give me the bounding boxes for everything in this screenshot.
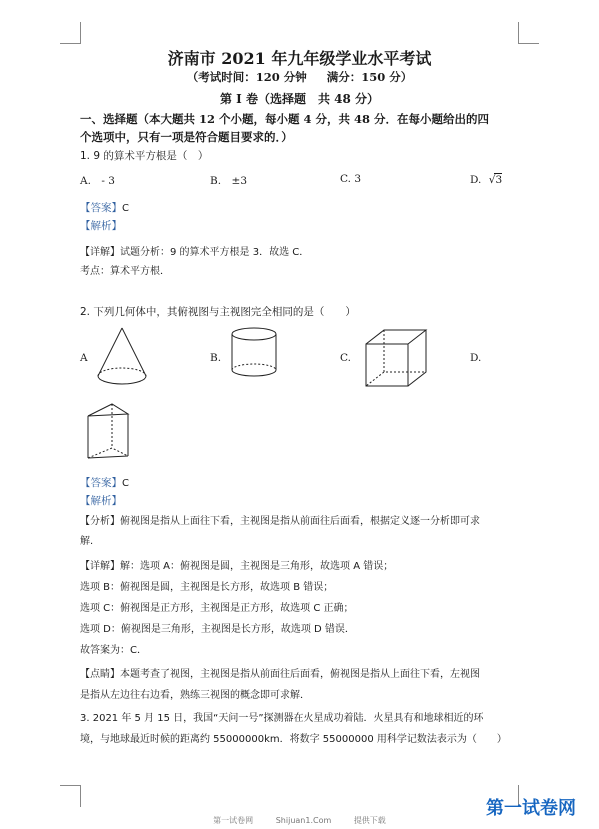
q2-fenxi (80, 512, 530, 552)
q1-option-b: B. ±3 (210, 175, 248, 187)
q2-detail-line (80, 556, 530, 577)
answer-tag: 【答案】 (80, 202, 122, 214)
crop-mark (80, 22, 81, 44)
q2-answer-row (80, 471, 129, 490)
q2-detail-line: 选项 B：俯视图是圆，主视图是长方形，故选项 B 错误； (80, 582, 334, 593)
q2-fenxi-line: 解. (80, 536, 94, 547)
cube-icon (360, 326, 434, 388)
crop-mark (518, 43, 539, 44)
q1-option-d (470, 173, 502, 186)
q2-dianjing (80, 664, 530, 706)
q2-option-d-label: D. (470, 352, 482, 364)
detail-tag: 【详解】 (80, 247, 120, 258)
brand-logo-text: 第一试卷网 (486, 798, 576, 819)
answer-tag: 【答案】 (80, 477, 122, 489)
section-heading (80, 110, 520, 146)
footer-site-name: 第一试卷网 (213, 816, 254, 825)
radical-sign: √ (488, 174, 496, 186)
crop-mark (60, 43, 81, 44)
q2-option-b-label: B. (210, 352, 222, 364)
q2-detail-line: 故答案为：C． (80, 645, 147, 656)
triangular-prism-icon (84, 398, 138, 464)
exam-score: 满分：150 分） (326, 70, 413, 84)
q2-answer: C (122, 478, 129, 489)
exam-subtitle (0, 69, 599, 85)
q1-option-d-label: D. (470, 174, 482, 186)
cone-icon (92, 324, 154, 390)
part-heading: 第 I 卷（选择题 共 48 分） (219, 92, 380, 106)
cylinder-icon (226, 324, 284, 382)
crop-mark (60, 785, 81, 786)
q2-dianjing-text: 本题考查了视图，主视图是指从前面往后面看，俯视图是指从上面往下看，左视图 (120, 669, 480, 680)
q2-stem: 2. 下列几何体中，其俯视图与主视图完全相同的是（ ） (80, 306, 356, 318)
q3-stem (80, 708, 530, 750)
crop-mark (518, 22, 519, 44)
q2-detail (80, 556, 530, 661)
analysis-tag: 【解析】 (80, 495, 122, 507)
q1-answer: C (122, 203, 129, 214)
q2-fenxi-text: 俯视图是指从上面往下看，主视图是指从前面往后面看，根据定义逐一分析即可求 (120, 516, 480, 527)
crop-mark (80, 785, 81, 807)
q1-kaodian: 考点：算术平方根． (80, 266, 170, 277)
q2-dianjing-line: 是指从左边往右边看，熟练三视图的概念即可求解． (80, 690, 310, 701)
analysis-tag: 【解析】 (80, 220, 122, 232)
dianjing-tag: 【点睛】 (80, 669, 120, 680)
q1-option-c: C. 3 (340, 173, 362, 185)
q1-stem: 1. 9 的算术平方根是（ ） (80, 150, 209, 162)
q2-option-a-label: A (80, 352, 88, 364)
q2-fenxi-line (80, 512, 530, 532)
q2-option-c-label: C. (340, 352, 351, 364)
q2-detail-line: 选项 D：俯视图是三角形，主视图是长方形，故选项 D 错误． (80, 624, 355, 635)
fenxi-tag: 【分析】 (80, 516, 120, 527)
q1-answer-row (80, 196, 129, 215)
exam-time: （考试时间：120 分钟 (186, 70, 307, 84)
detail-tag: 【详解】 (80, 561, 120, 572)
section-line: 一、选择题（本大题共 12 个小题，每小题 4 分，共 48 分．在每小题给出的四 (80, 112, 490, 126)
footer-site-url[interactable]: Shijuan1.Com (275, 816, 332, 825)
q1-detail-row (80, 240, 309, 259)
q1-detail: 试题分析：9 的算术平方根是 3．故选 C． (120, 247, 310, 258)
q2-dianjing-line (80, 664, 530, 685)
radicand: 3 (495, 174, 503, 186)
section-line: 个选项中，只有一项是符合题目要求的．） (80, 130, 293, 144)
footer-download-text: 提供下载 (353, 816, 386, 825)
q2-detail-text: 解：选项 A：俯视图是圆，主视图是三角形，故选项 A 错误； (120, 561, 394, 572)
q1-option-a: A. - 3 (80, 175, 115, 187)
q2-detail-line: 选项 C：俯视图是正方形，主视图是正方形，故选项 C 正确； (80, 603, 354, 614)
q3-line: 境，与地球最近时候的距离约 55000000km．将数字 55000000 用科学记数法表示为（ ） (80, 734, 507, 745)
q3-line: 3. 2021 年 5 月 15 日，我国“天问一号”探测器在火星成功着陆．火星具有和地球相近的环 (80, 713, 484, 724)
exam-title: 济南市 2021 年九年级学业水平考试 (167, 49, 432, 68)
